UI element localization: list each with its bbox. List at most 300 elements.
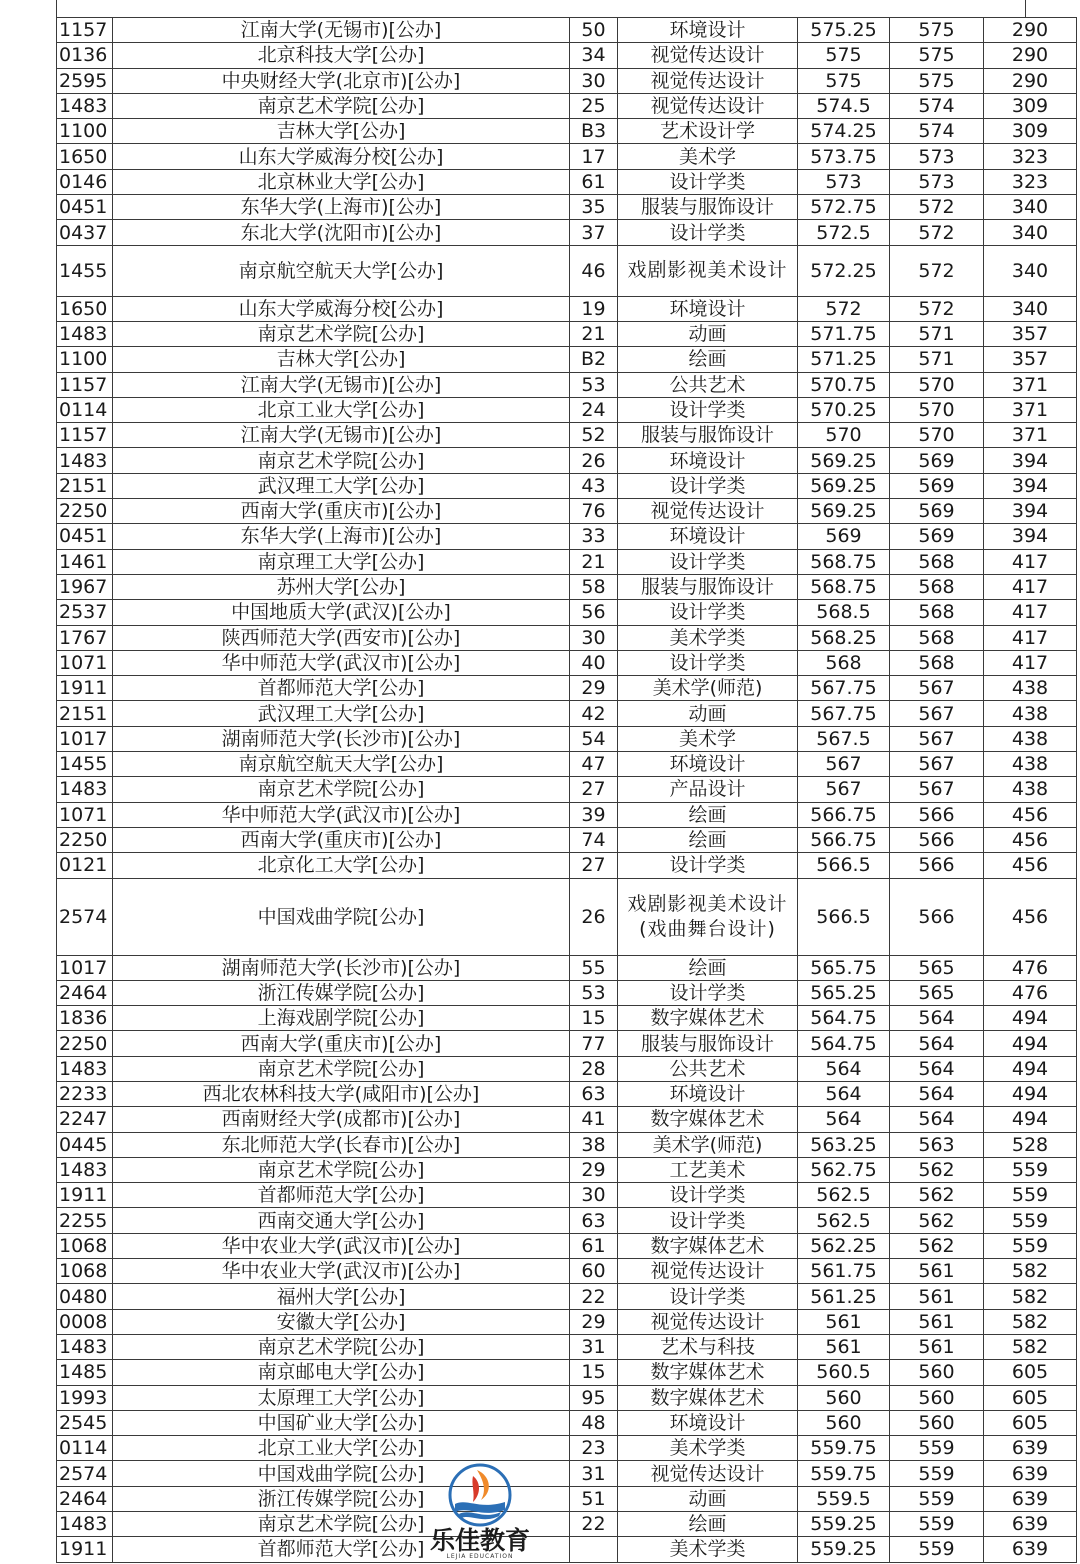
table-row (57, 1436, 1077, 1461)
school-code-cell: 2151 (57, 701, 113, 726)
major-name-cell: 服装与服饰设计 (618, 574, 798, 599)
table-row (57, 1081, 1077, 1106)
score-int-cell: 574 (890, 119, 984, 144)
table-row (57, 397, 1077, 422)
major-name-cell: 设计学类 (618, 549, 798, 574)
rank-cell: 639 (984, 1512, 1077, 1537)
table-row (57, 650, 1077, 675)
major-code-cell: 21 (570, 321, 618, 346)
school-code-cell: 1650 (57, 296, 113, 321)
major-name-cell: 绘画 (618, 347, 798, 372)
score-int-cell: 564 (890, 1056, 984, 1081)
school-code-cell: 1911 (57, 1183, 113, 1208)
rank-cell: 605 (984, 1410, 1077, 1435)
school-name-cell: 南京艺术学院[公办] (113, 1512, 570, 1537)
score-cell: 573.75 (798, 144, 890, 169)
score-int-cell: 559 (890, 1436, 984, 1461)
major-code-cell: 31 (570, 1461, 618, 1486)
major-name-cell: 视觉传达设计 (618, 93, 798, 118)
major-name-cell: 绘画 (618, 827, 798, 852)
school-code-cell: 2250 (57, 827, 113, 852)
major-name-cell: 设计学类 (618, 473, 798, 498)
major-name-cell: 动画 (618, 701, 798, 726)
major-name-cell: 设计学类 (618, 220, 798, 245)
score-int-cell: 559 (890, 1486, 984, 1511)
school-name-cell: 湖南师范大学(长沙市)[公办] (113, 726, 570, 751)
major-code-cell: 28 (570, 1056, 618, 1081)
school-name-cell: 西南大学(重庆市)[公办] (113, 1031, 570, 1056)
school-code-cell: 1483 (57, 1512, 113, 1537)
school-name-cell: 首都师范大学[公办] (113, 676, 570, 701)
major-name-cell: 设计学类 (618, 169, 798, 194)
table-row (57, 119, 1077, 144)
rank-cell: 290 (984, 43, 1077, 68)
rank-cell: 340 (984, 245, 1077, 296)
rank-cell: 639 (984, 1436, 1077, 1461)
major-code-cell: 21 (570, 549, 618, 574)
major-name-cell: 环境设计 (618, 1410, 798, 1435)
major-name-cell: 公共艺术 (618, 372, 798, 397)
table-body (57, 18, 1077, 1563)
score-int-cell: 574 (890, 93, 984, 118)
rank-cell: 394 (984, 524, 1077, 549)
school-name-cell: 东华大学(上海市)[公办] (113, 195, 570, 220)
score-cell: 568.5 (798, 600, 890, 625)
rank-cell: 456 (984, 853, 1077, 878)
school-code-cell: 1836 (57, 1006, 113, 1031)
rank-cell: 582 (984, 1334, 1077, 1359)
school-code-cell: 1483 (57, 448, 113, 473)
table-row (57, 220, 1077, 245)
major-code-cell: 15 (570, 1006, 618, 1031)
school-name-cell: 江南大学(无锡市)[公办] (113, 18, 570, 43)
school-name-cell: 首都师范大学[公办] (113, 1537, 570, 1562)
major-code-cell: 27 (570, 777, 618, 802)
school-code-cell: 2151 (57, 473, 113, 498)
score-cell: 560 (798, 1410, 890, 1435)
major-name-cell: 公共艺术 (618, 1056, 798, 1081)
school-name-cell: 中国戏曲学院[公办] (113, 878, 570, 955)
table-row (57, 473, 1077, 498)
school-name-cell: 武汉理工大学[公办] (113, 473, 570, 498)
score-int-cell: 571 (890, 347, 984, 372)
school-name-cell: 南京艺术学院[公办] (113, 1056, 570, 1081)
score-int-cell: 569 (890, 473, 984, 498)
school-name-cell: 南京艺术学院[公办] (113, 777, 570, 802)
score-int-cell: 562 (890, 1208, 984, 1233)
score-cell: 567.5 (798, 726, 890, 751)
school-name-cell: 吉林大学[公办] (113, 119, 570, 144)
major-code-cell: 31 (570, 1334, 618, 1359)
major-code-cell: 37 (570, 220, 618, 245)
school-name-cell: 吉林大学[公办] (113, 347, 570, 372)
score-int-cell: 572 (890, 296, 984, 321)
major-name-cell: 绘画 (618, 802, 798, 827)
major-code-cell: 26 (570, 878, 618, 955)
rank-cell: 456 (984, 827, 1077, 852)
school-code-cell: 2595 (57, 68, 113, 93)
table-row (57, 1157, 1077, 1182)
rank-cell: 582 (984, 1259, 1077, 1284)
score-int-cell: 560 (890, 1410, 984, 1435)
table-row (57, 296, 1077, 321)
major-name-cell: 视觉传达设计 (618, 1309, 798, 1334)
rank-cell: 417 (984, 600, 1077, 625)
table-row (57, 1461, 1077, 1486)
rank-cell: 559 (984, 1183, 1077, 1208)
major-name-cell: 美术学类 (618, 1537, 798, 1562)
table-row (57, 93, 1077, 118)
score-int-cell: 575 (890, 68, 984, 93)
score-cell: 575.25 (798, 18, 890, 43)
major-code-cell: 19 (570, 296, 618, 321)
score-cell: 567 (798, 752, 890, 777)
score-int-cell: 561 (890, 1309, 984, 1334)
major-code-cell: 30 (570, 625, 618, 650)
score-cell: 559.75 (798, 1436, 890, 1461)
watermark (405, 1462, 555, 1564)
school-code-cell: 1455 (57, 752, 113, 777)
score-int-cell: 562 (890, 1233, 984, 1258)
score-cell: 565.75 (798, 955, 890, 980)
score-cell: 562.25 (798, 1233, 890, 1258)
school-code-cell: 2247 (57, 1107, 113, 1132)
score-int-cell: 572 (890, 220, 984, 245)
major-code-cell: B3 (570, 119, 618, 144)
major-code-cell (570, 1537, 618, 1562)
score-cell: 574.25 (798, 119, 890, 144)
score-cell: 564 (798, 1081, 890, 1106)
major-name-cell: 设计学类 (618, 980, 798, 1005)
score-cell: 572 (798, 296, 890, 321)
score-int-cell: 570 (890, 423, 984, 448)
table-row (57, 499, 1077, 524)
rank-cell: 371 (984, 397, 1077, 422)
major-code-cell: 76 (570, 499, 618, 524)
major-code-cell: 74 (570, 827, 618, 852)
score-int-cell: 569 (890, 499, 984, 524)
school-name-cell: 太原理工大学[公办] (113, 1385, 570, 1410)
school-code-cell: 2250 (57, 499, 113, 524)
rank-cell: 394 (984, 448, 1077, 473)
school-code-cell: 1483 (57, 321, 113, 346)
school-name-cell: 山东大学威海分校[公办] (113, 144, 570, 169)
school-code-cell: 2233 (57, 1081, 113, 1106)
school-code-cell: 2537 (57, 600, 113, 625)
score-cell: 569.25 (798, 448, 890, 473)
major-code-cell: 22 (570, 1284, 618, 1309)
table-row (57, 321, 1077, 346)
score-cell: 570.75 (798, 372, 890, 397)
score-cell: 566.75 (798, 802, 890, 827)
school-name-cell: 北京工业大学[公办] (113, 1436, 570, 1461)
school-code-cell: 1911 (57, 1537, 113, 1562)
major-code-cell: 17 (570, 144, 618, 169)
rank-cell: 559 (984, 1233, 1077, 1258)
score-cell: 561.25 (798, 1284, 890, 1309)
score-int-cell: 566 (890, 878, 984, 955)
table-row (57, 625, 1077, 650)
rank-cell: 438 (984, 752, 1077, 777)
school-code-cell: 1157 (57, 18, 113, 43)
score-cell: 561 (798, 1309, 890, 1334)
score-int-cell: 559 (890, 1461, 984, 1486)
school-name-cell: 中央财经大学(北京市)[公办] (113, 68, 570, 93)
rank-cell: 394 (984, 473, 1077, 498)
school-name-cell: 华中农业大学(武汉市)[公办] (113, 1259, 570, 1284)
table-row (57, 676, 1077, 701)
school-name-cell: 中国矿业大学[公办] (113, 1410, 570, 1435)
major-name-cell: 设计学类 (618, 600, 798, 625)
score-int-cell: 566 (890, 853, 984, 878)
school-name-cell: 福州大学[公办] (113, 1284, 570, 1309)
school-code-cell: 1483 (57, 1157, 113, 1182)
admission-score-table (56, 17, 1049, 1563)
score-int-cell: 568 (890, 549, 984, 574)
school-code-cell: 2464 (57, 1486, 113, 1511)
rank-cell: 494 (984, 1081, 1077, 1106)
major-name-cell: 视觉传达设计 (618, 43, 798, 68)
school-name-cell: 南京航空航天大学[公办] (113, 752, 570, 777)
school-name-cell: 上海戏剧学院[公办] (113, 1006, 570, 1031)
major-code-cell: 61 (570, 169, 618, 194)
school-name-cell: 西北农林科技大学(咸阳市)[公办] (113, 1081, 570, 1106)
score-cell: 575 (798, 68, 890, 93)
table-row (57, 448, 1077, 473)
table-row (57, 777, 1077, 802)
school-code-cell: 1911 (57, 676, 113, 701)
score-cell: 564.75 (798, 1006, 890, 1031)
rank-cell: 323 (984, 169, 1077, 194)
table-row (57, 372, 1077, 397)
score-cell: 564 (798, 1056, 890, 1081)
school-name-cell: 南京艺术学院[公办] (113, 93, 570, 118)
rank-cell: 438 (984, 777, 1077, 802)
school-name-cell: 南京邮电大学[公办] (113, 1360, 570, 1385)
major-name-cell: 美术学 (618, 144, 798, 169)
rank-cell: 323 (984, 144, 1077, 169)
score-cell: 562.5 (798, 1208, 890, 1233)
table-row (57, 423, 1077, 448)
score-int-cell: 568 (890, 600, 984, 625)
score-cell: 559.25 (798, 1512, 890, 1537)
school-code-cell: 1483 (57, 1334, 113, 1359)
school-name-cell: 浙江传媒学院[公办] (113, 980, 570, 1005)
major-code-cell: 29 (570, 1157, 618, 1182)
major-name-cell: 工艺美术 (618, 1157, 798, 1182)
table-row (57, 726, 1077, 751)
table-row (57, 18, 1077, 43)
school-name-cell: 东华大学(上海市)[公办] (113, 524, 570, 549)
score-int-cell: 572 (890, 195, 984, 220)
school-name-cell: 南京理工大学[公办] (113, 549, 570, 574)
school-code-cell: 1068 (57, 1233, 113, 1258)
school-name-cell: 东北师范大学(长春市)[公办] (113, 1132, 570, 1157)
score-cell: 572.25 (798, 245, 890, 296)
school-code-cell: 0114 (57, 1436, 113, 1461)
table-row (57, 1006, 1077, 1031)
rank-cell: 371 (984, 372, 1077, 397)
major-code-cell: 50 (570, 18, 618, 43)
major-name-cell: 环境设计 (618, 296, 798, 321)
major-code-cell: 33 (570, 524, 618, 549)
rank-cell: 494 (984, 1107, 1077, 1132)
score-cell: 560.5 (798, 1360, 890, 1385)
major-code-cell: 54 (570, 726, 618, 751)
school-name-cell: 西南财经大学(成都市)[公办] (113, 1107, 570, 1132)
score-int-cell: 565 (890, 955, 984, 980)
school-code-cell: 1157 (57, 372, 113, 397)
table-row (57, 955, 1077, 980)
school-code-cell: 0146 (57, 169, 113, 194)
rank-cell: 456 (984, 802, 1077, 827)
major-code-cell: 58 (570, 574, 618, 599)
score-int-cell: 575 (890, 43, 984, 68)
school-code-cell: 1461 (57, 549, 113, 574)
score-cell: 571.25 (798, 347, 890, 372)
table-row (57, 1259, 1077, 1284)
school-code-cell: 1455 (57, 245, 113, 296)
major-code-cell: 63 (570, 1081, 618, 1106)
major-name-cell: 环境设计 (618, 752, 798, 777)
score-cell: 560 (798, 1385, 890, 1410)
table-row (57, 144, 1077, 169)
score-int-cell: 573 (890, 169, 984, 194)
score-cell: 572.75 (798, 195, 890, 220)
school-name-cell: 北京化工大学[公办] (113, 853, 570, 878)
school-code-cell: 1017 (57, 955, 113, 980)
major-name-cell: 服装与服饰设计 (618, 1031, 798, 1056)
major-code-cell: 60 (570, 1259, 618, 1284)
school-name-cell: 湖南师范大学(长沙市)[公办] (113, 955, 570, 980)
major-name-cell: 美术学类 (618, 1436, 798, 1461)
major-name-cell: 视觉传达设计 (618, 68, 798, 93)
school-name-cell: 南京艺术学院[公办] (113, 1334, 570, 1359)
school-name-cell: 华中师范大学(武汉市)[公办] (113, 650, 570, 675)
school-code-cell: 1483 (57, 1056, 113, 1081)
major-name-cell: 设计学类 (618, 1183, 798, 1208)
school-code-cell: 1485 (57, 1360, 113, 1385)
major-code-cell: 47 (570, 752, 618, 777)
rank-cell: 456 (984, 878, 1077, 955)
school-name-cell: 武汉理工大学[公办] (113, 701, 570, 726)
table-row (57, 1233, 1077, 1258)
rank-cell: 417 (984, 574, 1077, 599)
school-code-cell: 1071 (57, 650, 113, 675)
major-code-cell: 46 (570, 245, 618, 296)
school-name-cell: 北京林业大学[公办] (113, 169, 570, 194)
score-int-cell: 563 (890, 1132, 984, 1157)
score-int-cell: 567 (890, 752, 984, 777)
rank-cell: 340 (984, 220, 1077, 245)
table-row (57, 1537, 1077, 1562)
major-name-cell: 环境设计 (618, 18, 798, 43)
rank-cell: 639 (984, 1486, 1077, 1511)
rank-cell: 309 (984, 119, 1077, 144)
rank-cell: 582 (984, 1309, 1077, 1334)
rank-cell: 476 (984, 980, 1077, 1005)
school-code-cell: 0437 (57, 220, 113, 245)
score-cell: 559.5 (798, 1486, 890, 1511)
score-int-cell: 573 (890, 144, 984, 169)
rank-cell: 438 (984, 701, 1077, 726)
school-name-cell: 江南大学(无锡市)[公办] (113, 372, 570, 397)
score-int-cell: 561 (890, 1334, 984, 1359)
rank-cell: 476 (984, 955, 1077, 980)
rank-cell: 494 (984, 1006, 1077, 1031)
school-code-cell: 2255 (57, 1208, 113, 1233)
school-name-cell: 南京艺术学院[公办] (113, 321, 570, 346)
table-row (57, 1284, 1077, 1309)
score-int-cell: 568 (890, 625, 984, 650)
major-code-cell: B2 (570, 347, 618, 372)
major-code-cell: 30 (570, 68, 618, 93)
school-code-cell: 1650 (57, 144, 113, 169)
rank-cell: 340 (984, 195, 1077, 220)
major-code-cell: 38 (570, 1132, 618, 1157)
table-row (57, 1031, 1077, 1056)
rank-cell: 290 (984, 18, 1077, 43)
rank-cell: 290 (984, 68, 1077, 93)
score-cell: 563.25 (798, 1132, 890, 1157)
table-row (57, 1056, 1077, 1081)
school-name-cell: 北京工业大学[公办] (113, 397, 570, 422)
major-name-cell: 设计学类 (618, 397, 798, 422)
school-code-cell: 2574 (57, 1461, 113, 1486)
score-cell: 570.25 (798, 397, 890, 422)
major-code-cell: 42 (570, 701, 618, 726)
score-int-cell: 564 (890, 1107, 984, 1132)
score-int-cell: 566 (890, 827, 984, 852)
score-cell: 568.75 (798, 574, 890, 599)
rank-cell: 357 (984, 347, 1077, 372)
score-cell: 569 (798, 524, 890, 549)
major-code-cell: 77 (570, 1031, 618, 1056)
school-code-cell: 0451 (57, 195, 113, 220)
table-row (57, 1512, 1077, 1537)
major-code-cell: 39 (570, 802, 618, 827)
watermark-brand-subtext: LEJIA EDUCATION (446, 1553, 514, 1560)
major-code-cell: 63 (570, 1208, 618, 1233)
school-code-cell: 1017 (57, 726, 113, 751)
school-code-cell: 1993 (57, 1385, 113, 1410)
rank-cell: 438 (984, 676, 1077, 701)
school-name-cell: 中国地质大学(武汉)[公办] (113, 600, 570, 625)
major-code-cell: 25 (570, 93, 618, 118)
major-code-cell: 61 (570, 1233, 618, 1258)
major-name-cell: 视觉传达设计 (618, 1259, 798, 1284)
score-int-cell: 570 (890, 397, 984, 422)
major-code-cell: 24 (570, 397, 618, 422)
score-cell: 567.75 (798, 701, 890, 726)
school-name-cell: 北京科技大学[公办] (113, 43, 570, 68)
score-int-cell: 569 (890, 448, 984, 473)
score-cell: 569.25 (798, 499, 890, 524)
school-code-cell: 0136 (57, 43, 113, 68)
major-name-cell: 美术学类 (618, 625, 798, 650)
school-code-cell: 0445 (57, 1132, 113, 1157)
school-name-cell: 西南交通大学[公办] (113, 1208, 570, 1233)
school-code-cell: 0008 (57, 1309, 113, 1334)
school-code-cell: 2250 (57, 1031, 113, 1056)
score-cell: 561 (798, 1334, 890, 1359)
table-row (57, 878, 1077, 955)
major-name-cell: 动画 (618, 1486, 798, 1511)
score-int-cell: 560 (890, 1385, 984, 1410)
school-name-cell: 江南大学(无锡市)[公办] (113, 423, 570, 448)
score-int-cell: 570 (890, 372, 984, 397)
score-cell: 565.25 (798, 980, 890, 1005)
